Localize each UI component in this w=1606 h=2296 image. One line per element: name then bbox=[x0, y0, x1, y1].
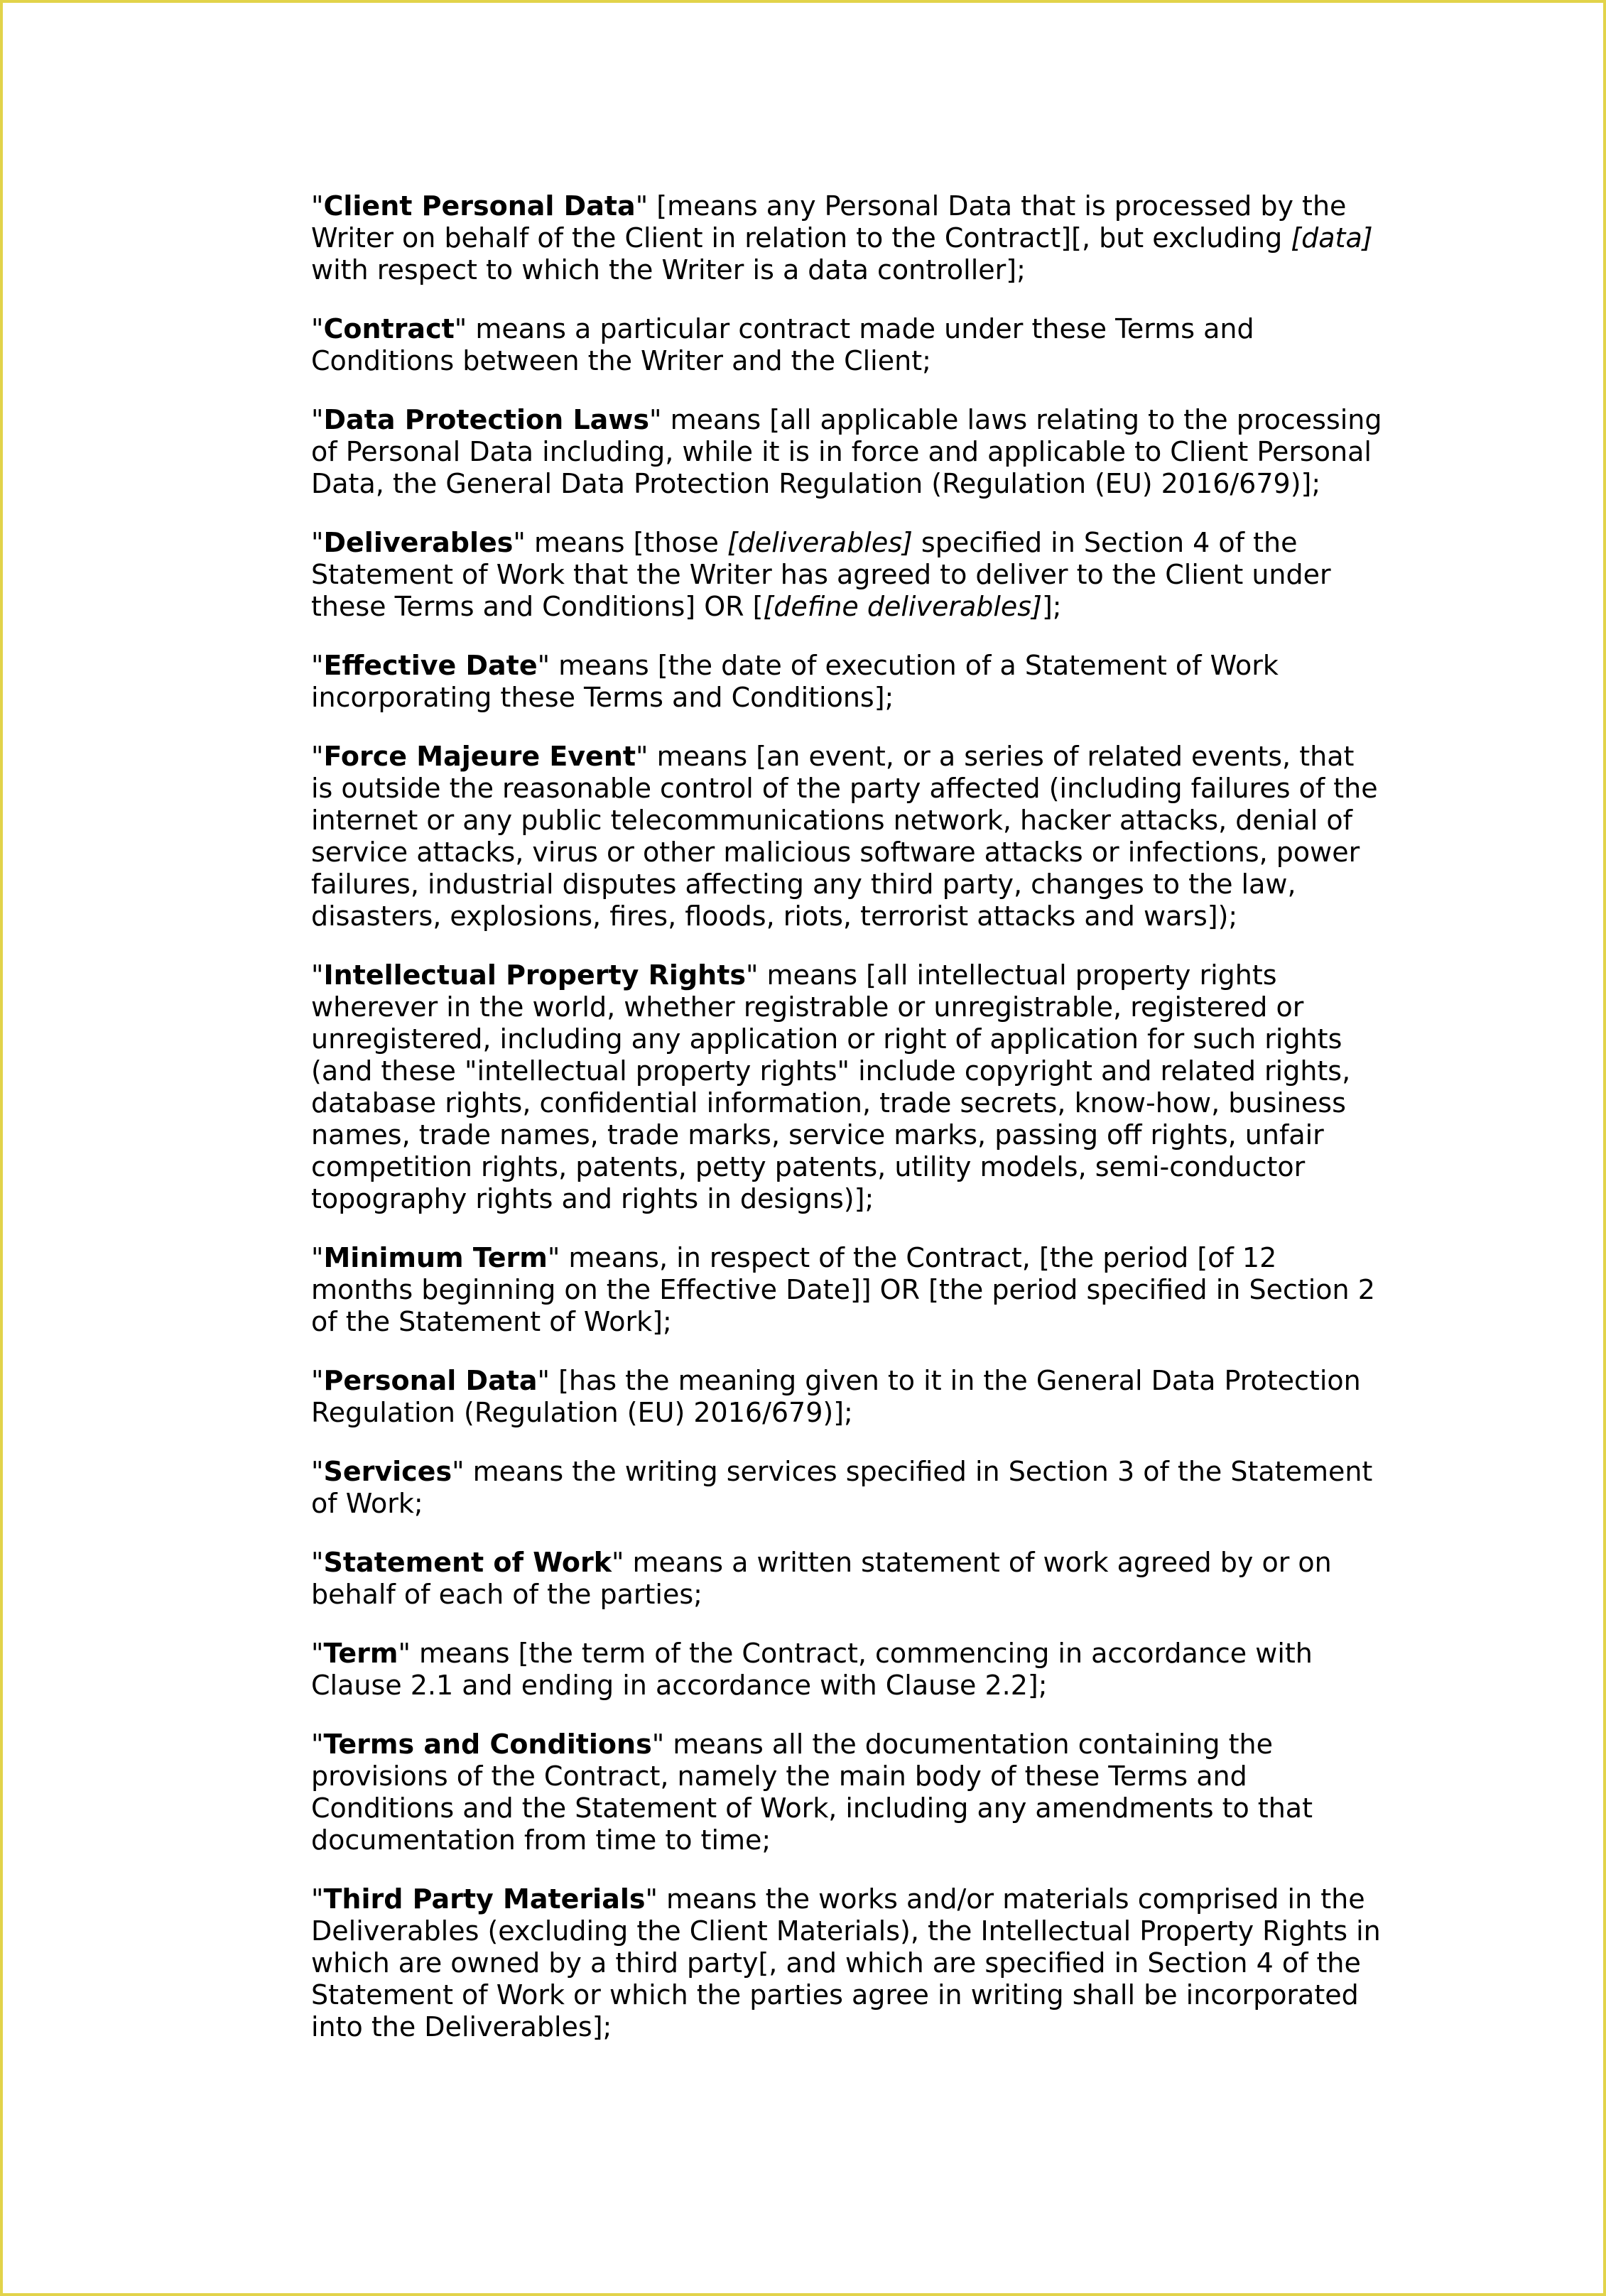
definition-segment: " means [the term of the Contract, commencing in accordance with Clause 2.1 and ending in accordance with Clause 2.2]; bbox=[311, 1638, 1313, 1701]
definition-segment: ]; bbox=[1041, 591, 1062, 622]
definition-text bbox=[311, 959, 1350, 1214]
definition-segment: " means the writing services specified in Section 3 of the Statement of Work; bbox=[311, 1456, 1373, 1519]
definition-segment: " means [all intellectual property rights wherever in the world, whether registrable or unregistrable, registered or unregistered, including any application or right of application for such rights (and these "intellectual property rights" include copyright and related rights, database rights, confidential information, trade secrets, know-how, business names, trade names, trade marks, service marks, passing off rights, unfair competition rights, patents, petty patents, utility models, semi-conductor topography rights and rights in designs)]; bbox=[311, 959, 1351, 1214]
placeholder-text: [data] bbox=[1291, 222, 1373, 254]
placeholder-text: [define deliverables] bbox=[763, 591, 1042, 622]
definition-text bbox=[311, 1456, 1372, 1519]
open-quote: " bbox=[311, 650, 324, 681]
definition-segment: " means [those bbox=[513, 527, 727, 558]
open-quote: " bbox=[311, 1729, 324, 1760]
defined-term: Contract bbox=[323, 313, 455, 344]
defined-term: Deliverables bbox=[323, 527, 514, 558]
placeholder-text: [deliverables] bbox=[727, 527, 913, 558]
definition-segment: " [has the meaning given to it in the General Data Protection Regulation (Regulation (EU) 2016/679)]; bbox=[311, 1365, 1361, 1428]
defined-term: Third Party Materials bbox=[323, 1883, 646, 1915]
definitions-list bbox=[311, 190, 1384, 2070]
definition-paragraph bbox=[311, 650, 1384, 714]
open-quote: " bbox=[311, 1638, 324, 1669]
open-quote: " bbox=[311, 1883, 324, 1915]
definition-segment: " [means any Personal Data that is processed by the Writer on behalf of the Client in relation to the Contract][, but excluding bbox=[311, 190, 1347, 254]
open-quote: " bbox=[311, 1547, 324, 1578]
definition-paragraph bbox=[311, 1729, 1384, 1856]
definition-paragraph bbox=[311, 404, 1384, 500]
defined-term: Force Majeure Event bbox=[323, 741, 636, 772]
definition-segment: " means a written statement of work agreed by or on behalf of each of the parties; bbox=[311, 1547, 1332, 1610]
definition-paragraph bbox=[311, 190, 1384, 286]
defined-term: Services bbox=[323, 1456, 452, 1487]
definition-segment: " means a particular contract made under these Terms and Conditions between the Writer and the Client; bbox=[311, 313, 1254, 376]
defined-term: Intellectual Property Rights bbox=[323, 959, 746, 991]
definition-segment: " means, in respect of the Contract, [the period [of 12 months beginning on the Effective Date]] OR [the period specified in Section 2 of the Statement of Work]; bbox=[311, 1242, 1375, 1337]
defined-term: Minimum Term bbox=[323, 1242, 548, 1273]
definition-segment: " means all the documentation containing the provisions of the Contract, namely the main body of these Terms and Conditions and the Statement of Work, including any amendments to that documentation from time to time; bbox=[311, 1729, 1313, 1856]
open-quote: " bbox=[311, 404, 324, 435]
definition-text bbox=[311, 1638, 1313, 1701]
defined-term: Statement of Work bbox=[323, 1547, 612, 1578]
definition-segment: " means the works and/or materials comprised in the Deliverables (excluding the Client Materials), the Intellectual Property Rights in which are owned by a third party[, and which are specified in Section 4 of the Statement of Work or which the parties agree in writing shall be incorporated into the Deliverables]; bbox=[311, 1883, 1381, 2042]
definition-paragraph bbox=[311, 1365, 1384, 1429]
defined-term: Effective Date bbox=[323, 650, 538, 681]
definition-paragraph bbox=[311, 313, 1384, 377]
definition-paragraph bbox=[311, 1547, 1384, 1611]
defined-term: Term bbox=[323, 1638, 398, 1669]
open-quote: " bbox=[311, 741, 324, 772]
defined-term: Client Personal Data bbox=[323, 190, 636, 222]
definition-paragraph bbox=[311, 527, 1384, 623]
definition-segment: with respect to which the Writer is a data controller]; bbox=[311, 254, 1026, 285]
definition-segment: " means [an event, or a series of related events, that is outside the reasonable control of the party affected (including failures of the internet or any public telecommunications network, hacker attacks, denial of service attacks, virus or other malicious software attacks or infections, power failures, industrial disputes affecting any third party, changes to the law, disasters, explosions, fires, floods, riots, terrorist attacks and wars]); bbox=[311, 741, 1378, 932]
definition-paragraph bbox=[311, 1242, 1384, 1338]
definition-paragraph bbox=[311, 1883, 1384, 2043]
open-quote: " bbox=[311, 190, 324, 222]
definition-paragraph bbox=[311, 1456, 1384, 1520]
defined-term: Data Protection Laws bbox=[323, 404, 650, 435]
open-quote: " bbox=[311, 527, 324, 558]
definition-paragraph bbox=[311, 741, 1384, 932]
open-quote: " bbox=[311, 1456, 324, 1487]
defined-term: Terms and Conditions bbox=[323, 1729, 652, 1760]
definition-segment: specified in Section 4 of the Statement of Work that the Writer has agreed to deliver to the Client under these Terms and Conditions] OR [ bbox=[311, 527, 1331, 622]
open-quote: " bbox=[311, 1365, 324, 1396]
definition-paragraph bbox=[311, 959, 1384, 1215]
definition-segment: " means [all applicable laws relating to the processing of Personal Data including, while it is in force and applicable to Client Personal Data, the General Data Protection Regulation (Regulation (EU) 2016/679)]; bbox=[311, 404, 1382, 499]
open-quote: " bbox=[311, 313, 324, 344]
defined-term: Personal Data bbox=[323, 1365, 538, 1396]
open-quote: " bbox=[311, 959, 324, 991]
definition-segment: " means [the date of execution of a Statement of Work incorporating these Terms and Conditions]; bbox=[311, 650, 1279, 713]
definition-paragraph bbox=[311, 1638, 1384, 1702]
open-quote: " bbox=[311, 1242, 324, 1273]
